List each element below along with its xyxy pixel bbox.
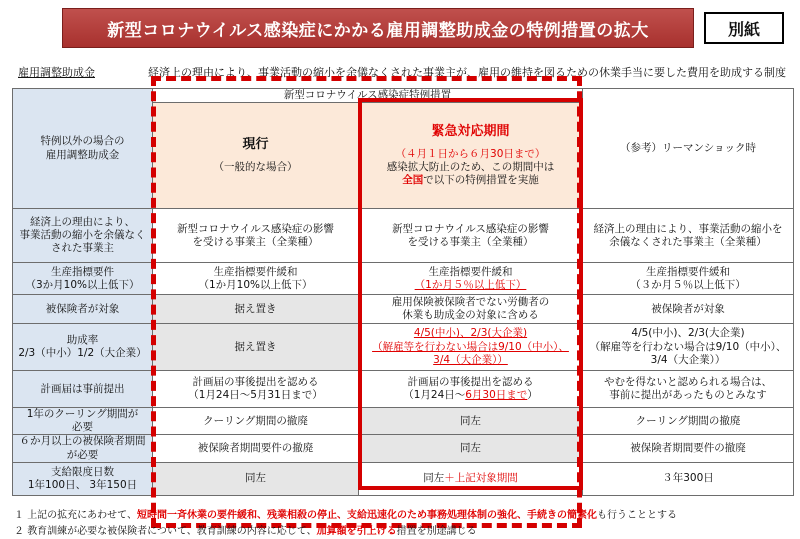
row4-c1: 据え置き xyxy=(153,324,359,371)
row5-c2: 計画届の事後提出を認める （1月24日～6月30日まで） xyxy=(359,371,583,408)
table-row xyxy=(13,295,794,324)
table-row xyxy=(13,435,794,462)
row6-c1: クーリング期間の撤廃 xyxy=(153,408,359,435)
row5-c0: 計画届は事前提出 xyxy=(13,371,153,408)
header-emergency: 緊急対応期間 （４月１日から６月30日まで） 感染拡大防止のため、この期間中は 全国で以下の特例措置を実施 xyxy=(359,103,583,209)
row2-c2: 生産指標要件緩和 （1か月５％以上低下） xyxy=(359,263,583,295)
table-row xyxy=(13,263,794,295)
row8-c0: 支給限度日数 1年100日、 3年150日 xyxy=(13,462,153,495)
comparison-table xyxy=(12,88,794,496)
row2-c3: 生産指標要件緩和 （３か月５％以上低下） xyxy=(583,263,794,295)
table-row xyxy=(13,408,794,435)
row5-c3: やむを得ないと認められる場合は、 事前に提出があったものとみなす xyxy=(583,371,794,408)
row1-c1: 新型コロナウイルス感染症の影響 を受ける事業主（全業種） xyxy=(153,209,359,263)
row4-c0: 助成率 2/3（中小）1/2（大企業） xyxy=(13,324,153,371)
table-row xyxy=(13,462,794,495)
page-title: 新型コロナウイルス感染症にかかる雇用調整助成金の特例措置の拡大 xyxy=(107,20,649,41)
row5-c1: 計画届の事後提出を認める （1月24日～5月31日まで） xyxy=(153,371,359,408)
row8-c3: ３年300日 xyxy=(583,462,794,495)
header-col0: 特例以外の場合の 雇用調整助成金 xyxy=(13,89,153,209)
special-group-header: 新型コロナウイルス感染症特例措置 xyxy=(153,89,583,103)
row1-c3: 経済上の理由により、事業活動の縮小を 余儀なくされた事業主（全業種） xyxy=(583,209,794,263)
row8-c2: 同左＋上記対象期間 xyxy=(359,462,583,495)
header-current: 現行 （一般的な場合） xyxy=(153,103,359,209)
row7-c2: 同左 xyxy=(359,435,583,462)
table-row xyxy=(13,209,794,263)
row7-c3: 被保険者期間要件の撤廃 xyxy=(583,435,794,462)
row3-c2: 雇用保険被保険者でない労働者の 休業も助成金の対象に含める xyxy=(359,295,583,324)
row3-c1: 据え置き xyxy=(153,295,359,324)
row6-c0: 1年のクーリング期間が 必要 xyxy=(13,408,153,435)
attachment-badge: 別紙 xyxy=(704,12,784,44)
intro-text: 経済上の理由により、事業活動の縮小を余儀なくされた事業主が、雇用の維持を図るための休業手当に要した費用を助成する制度 xyxy=(148,66,786,79)
row7-c0: ６か月以上の被保険者期間 が必要 xyxy=(13,435,153,462)
row1-c0: 経済上の理由により、 事業活動の縮小を余儀なく された事業主 xyxy=(13,209,153,263)
row6-c2: 同左 xyxy=(359,408,583,435)
title-bar xyxy=(62,8,694,48)
note-1: １ 上記の拡充にあわせて、短時間一斉休業の要件緩和、残業相殺の停止、支給迅速化のため事務処理体制の強化、手続きの簡素化も行うこととする xyxy=(14,510,677,521)
row2-c0: 生産指標要件 （3か月10%以上低下） xyxy=(13,263,153,295)
row1-c2: 新型コロナウイルス感染症の影響 を受ける事業主（全業種） xyxy=(359,209,583,263)
intro-label: 雇用調整助成金 xyxy=(18,66,95,79)
table-row xyxy=(13,89,794,103)
row4-c2: 4/5(中小)、2/3(大企業) （解雇等を行わない場合は9/10（中小）、 3/4（大企業）） xyxy=(359,324,583,371)
note-2: ２ 教育訓練が必要な被保険者について、教育訓練の内容に応じて、加算額を引上げる措置を別途講じる xyxy=(14,526,477,537)
row3-c3: 被保険者が対象 xyxy=(583,295,794,324)
row4-c3: 4/5(中小)、2/3(大企業) （解雇等を行わない場合は9/10（中小）、 3/4（大企業）） xyxy=(583,324,794,371)
row3-c0: 被保険者が対象 xyxy=(13,295,153,324)
table-row xyxy=(13,371,794,408)
header-reference: （参考）リーマンショック時 xyxy=(583,89,794,209)
table-row xyxy=(13,324,794,371)
row8-c1: 同左 xyxy=(153,462,359,495)
row2-c1: 生産指標要件緩和 （1か月10%以上低下） xyxy=(153,263,359,295)
row7-c1: 被保険者期間要件の撤廃 xyxy=(153,435,359,462)
row6-c3: クーリング期間の撤廃 xyxy=(583,408,794,435)
